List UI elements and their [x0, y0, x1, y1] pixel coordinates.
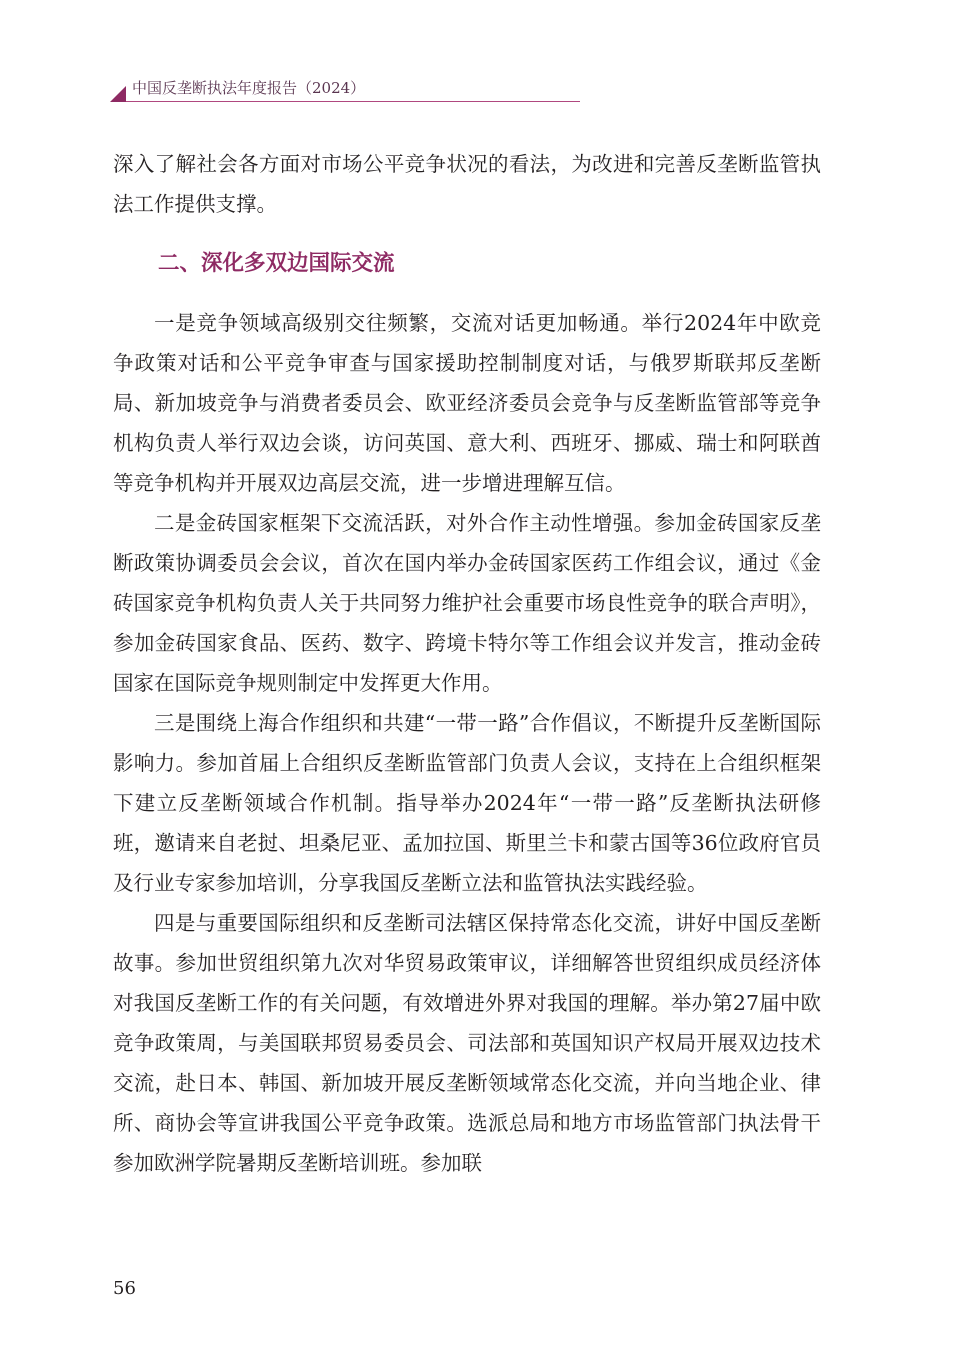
header-title: 中国反垄断执法年度报告（2024） — [132, 79, 366, 97]
paragraph-1: 一是竞争领域高级别交往频繁，交流对话更加畅通。举行2024年中欧竞争政策对话和公平竞争审查与国家援助控制制度对话，与俄罗斯联邦反垄断局、新加坡竞争与消费者委员会、欧亚经济委员会竞争与反垄断监管部等竞争机构负责人举行双边会谈，访问英国、意大利、西班牙、挪威、瑞士和阿联酋等竞争机构并开展双边高层交流，进一步增进理解互信。 — [113, 311, 821, 495]
paragraph-3: 三是围绕上海合作组织和共建“一带一路”合作倡议，不断提升反垄断国际影响力。参加首届上合组织反垄断监管部门负责人会议，支持在上合组织框架下建立反垄断领域合作机制。指导举办2024年“一带一路”反垄断执法研修班，邀请来自老挝、坦桑尼亚、孟加拉国、斯里兰卡和蒙古国等36位政府官员及行业专家参加培训，分享我国反垄断立法和监管执法实践经验。 — [113, 711, 821, 895]
opening-paragraph: 深入了解社会各方面对市场公平竞争状况的看法，为改进和完善反垄断监管执法工作提供支撑。 — [113, 152, 821, 216]
section-heading: 二、深化多双边国际交流 — [158, 251, 395, 276]
header-triangle-mark — [110, 86, 126, 102]
paragraph-4: 四是与重要国际组织和反垄断司法辖区保持常态化交流，讲好中国反垄断故事。参加世贸组织第九次对华贸易政策审议，详细解答世贸组织成员经济体对我国反垄断工作的有关问题，有效增进外界对我国的理解。举办第27届中欧竞争政策周，与美国联邦贸易委员会、司法部和英国知识产权局开展双边技术交流，赴日本、韩国、新加坡开展反垄断领域常态化交流，并向当地企业、律所、商协会等宣讲我国公平竞争政策。选派总局和地方市场监管部门执法骨干参加欧洲学院暑期反垄断培训班。参加联 — [113, 911, 821, 1175]
page-number: 56 — [113, 1278, 136, 1299]
section-body — [113, 303, 821, 1183]
running-header — [110, 76, 580, 102]
header-rule — [126, 101, 580, 102]
paragraph-2: 二是金砖国家框架下交流活跃，对外合作主动性增强。参加金砖国家反垄断政策协调委员会会议，首次在国内举办金砖国家医药工作组会议，通过《金砖国家竞争机构负责人关于共同努力维护社会重要市场良性竞争的联合声明》，参加金砖国家食品、医药、数字、跨境卡特尔等工作组会议并发言，推动金砖国家在国际竞争规则制定中发挥更大作用。 — [113, 511, 821, 695]
